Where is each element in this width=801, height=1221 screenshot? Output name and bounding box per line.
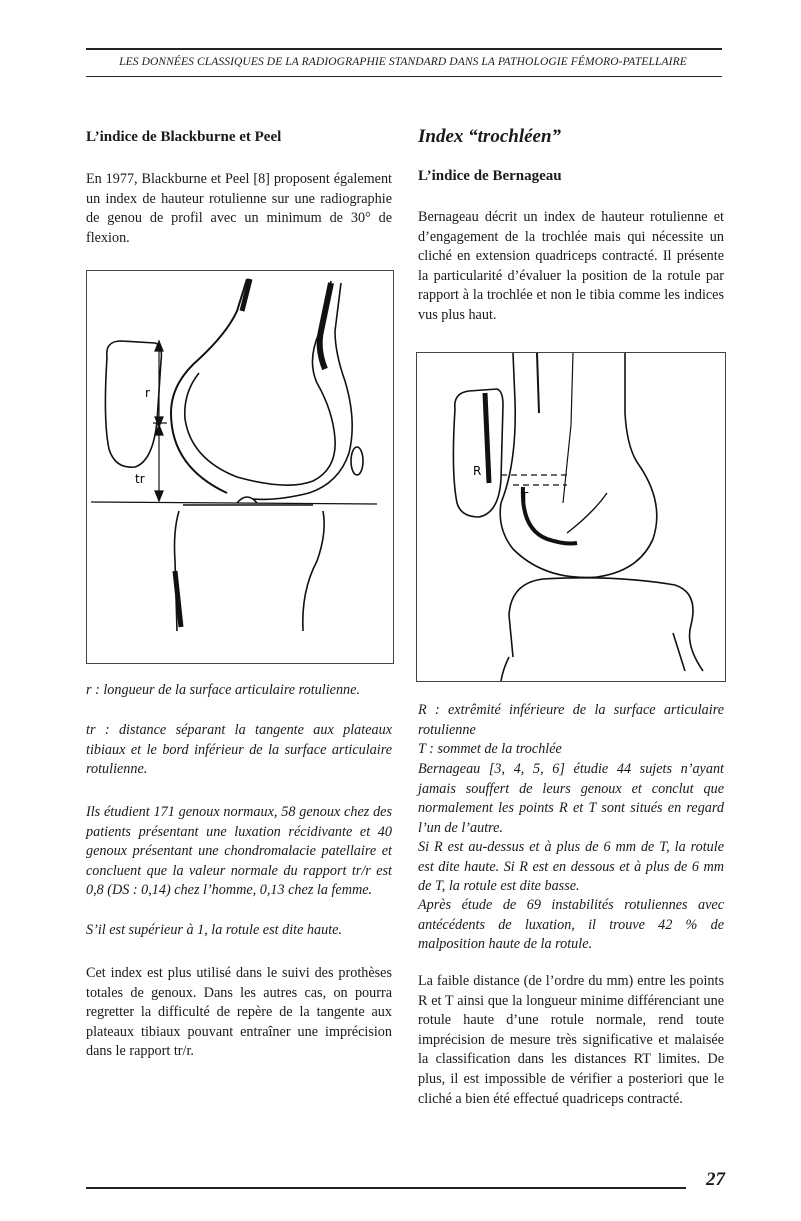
label-tr: tr xyxy=(135,472,145,486)
blackburne-usage: Cet index est plus utilisé dans le suivi des prothèses totales de genoux. Dans les autres cas, on pourra regretter la difficulté de repère de la tangente aux plateaux tibiaux pouvant entraîner une imprécision dans le rapport tr/r. xyxy=(86,965,392,1060)
blackburne-conclusion: S’il est supérieur à 1, la rotule est dite haute. xyxy=(86,922,342,938)
tibial-plateau-tangent xyxy=(91,502,377,504)
patella-outline xyxy=(105,341,161,467)
blackburne-heading: L’indice de Blackburne et Peel xyxy=(86,129,282,145)
trochlear-section-title: Index “trochléen” xyxy=(418,126,562,147)
label-r: r xyxy=(145,386,150,400)
top-rule xyxy=(86,48,722,50)
bernageau-study: Bernageau [3, 4, 5, 6] étudie 44 sujets n’ayant jamais souffert de leurs genoux et conclut que normalement les points R et T sont situés en regard l’un de l’autre. xyxy=(418,761,724,836)
bernageau-figure xyxy=(416,352,726,682)
label-R: R xyxy=(473,464,482,478)
legend-r: r : longueur de la surface articulaire rotulienne. xyxy=(86,682,360,698)
femur-outline xyxy=(500,353,657,577)
legend-R: R : extrêmité inférieure de la surface articulaire rotulienne xyxy=(418,702,724,738)
blackburne-intro: En 1977, Blackburne et Peel [8] proposent également un index de hauteur rotulienne sur une radiographie de genou de profil avec un minimum de 30° de flexion. xyxy=(86,171,392,246)
legend-T: T : sommet de la trochlée xyxy=(418,741,562,757)
bernageau-critique: La faible distance (de l’ordre du mm) entre les points R et T ainsi que la longueur minime différenciant une rotule haute d’une rotule normale, rend toute imprécision de mesure très significative et malaisée la classification dans les distances RT limites. De plus, il est impossible de vérifier a posteriori que le cliché a bien été effectué quadriceps contracté. xyxy=(418,973,724,1107)
bernageau-heading: L’indice de Bernageau xyxy=(418,168,562,184)
header-rule xyxy=(86,76,722,77)
label-T: T xyxy=(521,490,529,504)
running-header: LES DONNÉES CLASSIQUES DE LA RADIOGRAPHIE STANDARD DANS LA PATHOLOGIE FÉMORO-PATELLAIRE xyxy=(119,56,687,68)
knee-lateral-diagram xyxy=(87,271,393,663)
bernageau-rule: Si R est au-dessus et à plus de 6 mm de T, la rotule est dite haute. Si R est en dessous et à plus de 6 mm de T, la rotule est dite basse. xyxy=(418,839,724,895)
femur-condyle-outline xyxy=(185,281,335,485)
patella-outline xyxy=(453,389,503,517)
blackburne-figure xyxy=(86,270,394,664)
bernageau-results: Après étude de 69 instabilités rotuliennes avec antécédents de luxation, il trouve 42 % de malposition haute de la rotule. xyxy=(418,897,724,953)
knee-extension-diagram xyxy=(417,353,725,681)
blackburne-study: Ils étudient 171 genoux normaux, 58 genoux chez des patients présentant une luxation récidivante et 40 genoux présentant une chondromalacie patellaire et concluent que la valeur normale du rapport tr/r est 0,8 (DS : 0,14) chez l’homme, 0,13 chez la femme. xyxy=(86,804,392,899)
tibia-outline xyxy=(509,578,703,671)
bottom-rule xyxy=(86,1187,686,1189)
trochlea-curve xyxy=(523,487,577,544)
bernageau-intro: Bernageau décrit un index de hauteur rotulienne et d’engagement de la trochlée mais qui nécessite un cliché en extension quadriceps contracté. Il présente la particularité d’évaluer la position de la rotule par rapport à la trochlée et non le tibia comme les indices vus plus haut. xyxy=(418,209,724,323)
legend-tr: tr : distance séparant la tangente aux plateaux tibiaux et le bord inférieur de la surface articulaire rotulienne. xyxy=(86,722,392,778)
page-number: 27 xyxy=(706,1169,725,1190)
